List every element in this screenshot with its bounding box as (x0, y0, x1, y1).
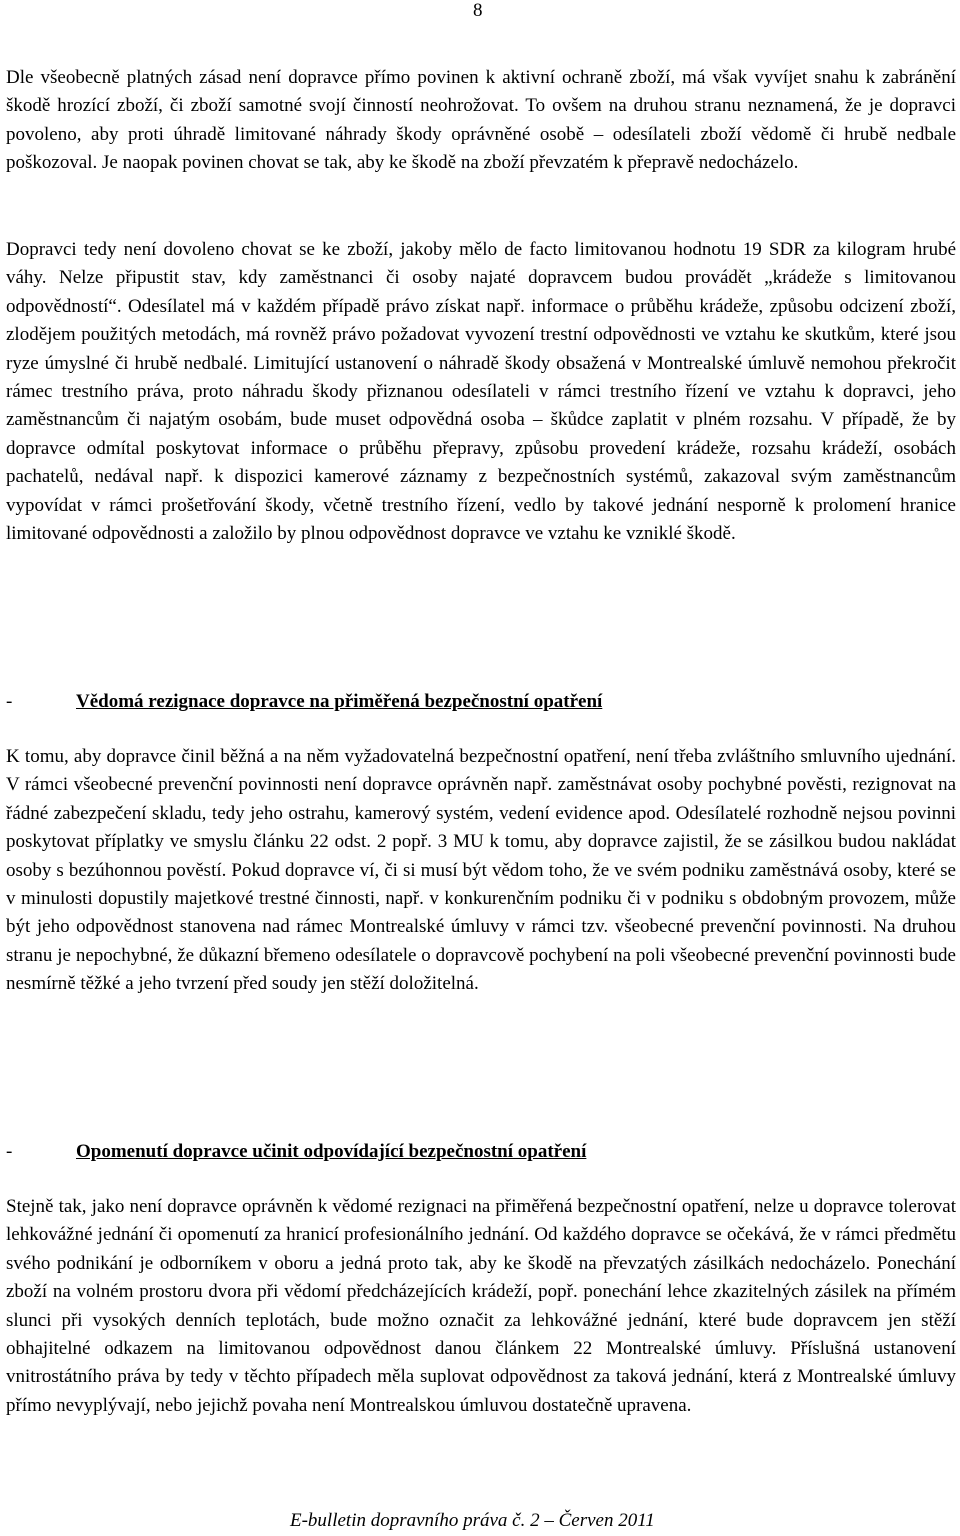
section-heading-1 (6, 688, 956, 716)
heading-dash: - (6, 1141, 13, 1162)
footer-publication: E-bulletin dopravního práva č. 2 – Červen 2011 (290, 1510, 655, 1531)
paragraph-4: Stejně tak, jako není dopravce oprávněn k vědomé rezignaci na přiměřená bezpečnostní opatření, nelze u dopravce tolerovat lehkovážné jednání či opomenutí za hranicí profesionálního jednání. Od každého dopravce se očekává, že v rámci předmětu svého podnikání je odborníkem v oboru a jedná proto tak, aby ke škodě na převzatých zásilkách nedocházelo. Ponechání zboží na volném prostoru dvora při vědomí předcházejících krádeží, popř. ponechání lehce zkazitelných zásilek na přímém slunci při vysokých denních teplotách, bude možno označit za lehkovážné jednání, které bude dopravcem jen stěží obhajitelné odkazem na limitovanou odpovědnost danou článkem 22 Montrealské úmluvy. Příslušná ustanovení vnitrostátního práva by tedy v těchto případech měla suplovat odpovědnost za taková jednání, která z Montrealské úmluvy přímo nevyplývají, nebo jejichž povaha není Montrealskou úmluvou dostatečně upravena. (6, 1196, 956, 1416)
page-number: 8 (473, 0, 483, 21)
paragraph-3: K tomu, aby dopravce činil běžná a na něm vyžadovatelná bezpečnostní opatření, není třeba zvláštního smluvního ujednání. V rámci všeobecné prevenční povinnosti není dopravce oprávněn např. zaměstnávat osoby pochybné pověsti, rezignovat na řádné zabezpečení skladu, tedy jeho ostrahu, kamerový systém, vedení evidence apod. Odesílatelé rozhodně nejsou povinni poskytovat příplatky ve smyslu článku 22 odst. 2 popř. 3 MU k tomu, aby dopravce zajistil, že se zásilkou budou nakládat osoby s bezúhonnou pověstí. Pokud dopravce ví, či si musí být vědom toho, že ve svém podniku zaměstnává osoby, které se v minulosti dopustily majetkové trestné činnosti, např. v konkurenčním podniku či v podniku s obdobným provozem, může být jeho odpovědnost stanovena nad rámec Montrealské úmluvy v rámci tzv. všeobecné prevenční povinnosti. Na druhou stranu je nepochybné, že důkazní břemeno odesílatele o dopravcově pochybení na poli všeobecné prevenční povinnosti bude nesmírně těžké a jeho tvrzení před soudy jen stěží doložitelná. (6, 746, 956, 995)
paragraph-1: Dle všeobecně platných zásad není dopravce přímo povinen k aktivní ochraně zboží, má však vyvíjet snahu k zabránění škodě hrozící zboží, či zboží samotné svojí činností neohrožovat. To ovšem na druhou stranu neznamená, že je dopravci povoleno, aby proti úhradě limitované náhrady škody oprávněné osobě – odesílateli zboží vědomě či hrubě nedbale poškozoval. Je naopak povinen chovat se tak, aby ke škodě na zboží převzatém k přepravě nedocházelo. (6, 67, 956, 174)
section-heading-2-text: Opomenutí dopravce učinit odpovídající bezpečnostní opatření (76, 1141, 587, 1162)
section-heading-1-text: Vědomá rezignace dopravce na přiměřená bezpečnostní opatření (76, 691, 603, 712)
paragraph-2: Dopravci tedy není dovoleno chovat se ke zboží, jakoby mělo de facto limitovanou hodnotu 19 SDR za kilogram hrubé váhy. Nelze připustit stav, kdy zaměstnanci či osoby najaté dopravcem budou provádět „krádeže s limitovanou odpovědností“. Odesílatel má v každém případě právo získat např. informace o průběhu krádeže, způsobu odcizení zboží, zlodějem použitých metodách, má rovněž právo požadovat vyvození trestní odpovědnosti ve vztahu ke skutkům, které jsou ryze úmyslné či hrubě nedbalé. Limitující ustanovení o náhradě škody obsažená v Montrealské úmluvě nemohou překročit rámec trestního práva, proto náhradu škody přiznanou odesílateli v rámci trestního řízení ve vztahu k dopravci, jeho zaměstnancům či najatým osobám, bude muset odpovědná osoba – škůdce zaplatit v plném rozsahu. V případě, že by dopravce odmítal poskytovat informace o průběhu přepravy, způsobu provedení krádeže, rozsahu krádeží, osobách pachatelů, nedával např. k dispozici kamerové záznamy z bezpečnostních systémů, zakazoval svým zaměstnancům vypovídat v rámci prošetřování škody, včetně trestního řízení, vedlo by takové jednání nesporně k prolomení hranice limitované odpovědnosti a založilo by plnou odpovědnost dopravce ve vztahu ke vzniklé škodě. (6, 239, 956, 545)
section-heading-2 (6, 1138, 956, 1166)
heading-dash: - (6, 691, 13, 712)
